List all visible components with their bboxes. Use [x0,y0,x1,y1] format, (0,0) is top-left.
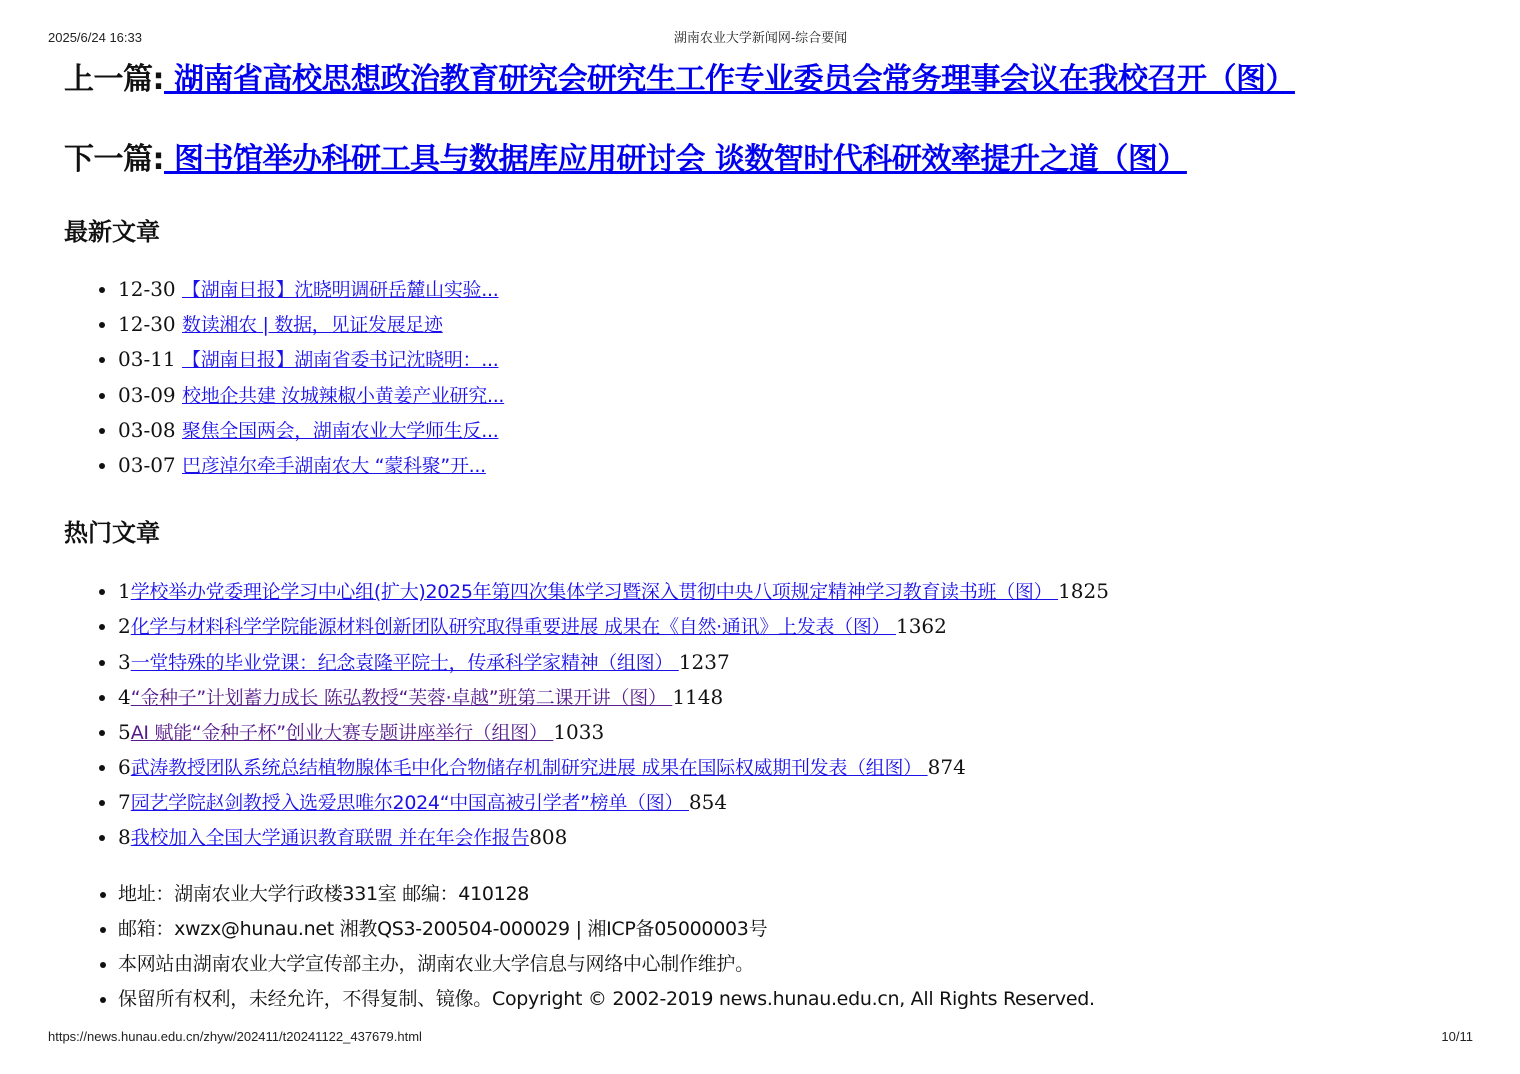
list-item [118,645,1484,680]
footer-email: • 邮箱：xwzx@hunau.net 湘教QS3-200504-000029 | 湘ICP备05000003号 [118,912,1484,947]
list-item [118,609,1484,644]
article-link[interactable]: 巴彦淖尔牵手湖南农大 “蒙科聚”开... [182,454,486,477]
article-tail [64,54,1484,1017]
article-rank: 4 [118,684,131,709]
article-link[interactable]: 化学与材料科学学院能源材料创新团队研究取得重要进展 成果在《自然·通讯》上发表（图） [130,616,896,639]
list-item [118,715,1484,750]
next-article-link[interactable]: 图书馆举办科研工具与数据库应用研讨会 谈数智时代科研效率提升之道（图） [164,142,1187,177]
article-rank: 5 [118,719,131,744]
print-datetime: 2025/6/24 16:33 [48,30,142,45]
article-date: 12-30 [118,312,176,337]
article-link[interactable]: 学校举办党委理论学习中心组(扩大)2025年第四次集体学习暨深入贯彻中央八项规定精神学习教育读书班（图） [130,581,1059,604]
article-rank: 8 [118,825,131,850]
footer-address: • 地址：湖南农业大学行政楼331室 邮编：410128 [118,877,1484,912]
next-article-label: 下一篇: [64,142,164,177]
list-item [118,574,1484,609]
article-date: 03-09 [118,382,176,407]
print-page-title: 湖南农业大学新闻网-综合要闻 [673,30,848,45]
list-item [118,448,1484,483]
article-views: 1362 [895,614,947,639]
article-views: 1825 [1058,579,1109,604]
next-article [64,136,1484,184]
article-link[interactable]: 聚焦全国两会，湖南农业大学师生反... [182,419,499,442]
article-views: 1148 [672,684,724,709]
footer-copyright: • 保留所有权利，未经允许，不得复制、镜像。Copyright © 2002-2019 news.hunau.edu.cn, All Rights Reserved. [118,982,1484,1017]
article-date: 03-08 [118,417,176,442]
footer-sponsor: • 本网站由湖南农业大学宣传部主办，湖南农业大学信息与网络中心制作维护。 [118,947,1484,982]
latest-articles-list [64,272,1484,483]
hot-articles-heading: 热门文章 [64,519,160,548]
article-views: 1033 [553,719,605,744]
article-rank: 3 [118,649,131,674]
latest-articles-heading: 最新文章 [64,218,160,246]
prev-article-label: 上一篇: [64,62,164,97]
article-link[interactable]: AI 赋能“金种子杯”创业大赛专题讲座举行（组图） [130,721,554,744]
article-views: 808 [529,825,568,850]
article-date: 03-07 [118,452,176,477]
list-item [118,307,1484,342]
prev-article-link[interactable]: 湖南省高校思想政治教育研究会研究生工作专业委员会常务理事会议在我校召开（图） [164,62,1295,97]
article-views: 1237 [678,649,730,674]
article-link[interactable]: 校地企共建 汝城辣椒小黄姜产业研究... [182,384,505,407]
article-rank: 7 [118,790,131,815]
list-item [118,785,1484,820]
list-item [118,342,1484,377]
list-item [118,378,1484,413]
article-link[interactable]: “金种子”计划蓄力成长 陈弘教授“芙蓉·卓越”班第二课开讲（图） [130,686,673,709]
article-link[interactable]: 一堂特殊的毕业党课：纪念袁隆平院士，传承科学家精神（组图） [130,651,679,674]
article-link[interactable]: 我校加入全国大学通识教育联盟 并在年会作报告 [130,827,530,850]
prev-article [64,56,1484,104]
list-item [118,413,1484,448]
list-item [118,272,1484,307]
article-rank: 6 [118,755,131,780]
article-rank: 1 [118,579,131,604]
print-page-number: 10/11 [1441,1029,1473,1044]
list-item [118,750,1484,785]
article-views: 874 [927,755,966,780]
print-url: https://news.hunau.edu.cn/zhyw/202411/t20241122_437679.html [48,1029,422,1044]
list-item [118,820,1484,855]
article-date: 03-11 [118,347,176,372]
article-link[interactable]: 【湖南日报】沈晓明调研岳麓山实验... [182,279,499,301]
hot-articles-list [64,574,1484,856]
print-footer [48,1028,1473,1046]
article-link[interactable]: 武涛教授团队系统总结植物腺体毛中化合物储存机制研究进展 成果在国际权威期刊发表（组图） [130,757,928,780]
article-link[interactable]: 【湖南日报】湖南省委书记沈晓明：... [182,349,499,372]
article-rank: 2 [118,614,131,639]
print-header [48,29,1473,47]
site-footer [64,877,1484,1018]
article-date: 12-30 [118,277,176,301]
article-link[interactable]: 园艺学院赵剑教授入选爱思唯尔2024“中国高被引学者”榜单（图） [130,792,689,815]
list-item [118,680,1484,715]
article-link[interactable]: 数读湘农 | 数据，见证发展足迹 [182,314,443,337]
article-views: 854 [688,790,728,815]
